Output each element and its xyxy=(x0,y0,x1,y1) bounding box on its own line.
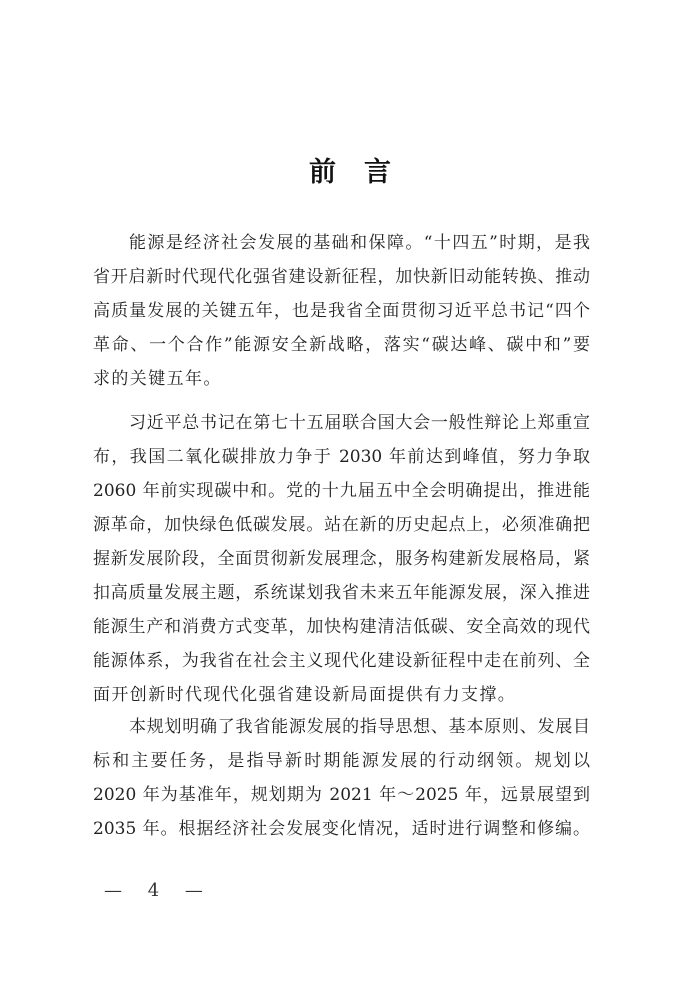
text-line: 能源是经济社会发展的基础和保障。“十四五”时期，是我 xyxy=(129,233,590,253)
text-line: 源革命，加快绿色低碳发展。站在新的历史起点上，必须准确把 xyxy=(93,515,590,535)
text-line: 能源生产和消费方式变革，加快构建清洁低碳、安全高效的现代 xyxy=(93,617,590,637)
text-line: 2060 年前实现碳中和。党的十九届五中全会明确提出，推进能 xyxy=(93,481,590,501)
text-line: 求的关键五年。 xyxy=(93,369,222,389)
paragraph-carbon-goals xyxy=(93,406,590,712)
text-line: 扣高质量发展主题，系统谋划我省未来五年能源发展，深入推进 xyxy=(93,583,590,603)
text-line: 2035 年。根据经济社会发展变化情况，适时进行调整和修编。 xyxy=(93,819,590,839)
text-line: 布，我国二氧化碳排放力争于 2030 年前达到峰值，努力争取 xyxy=(93,447,590,467)
text-line: 握新发展阶段，全面贯彻新发展理念，服务构建新发展格局，紧 xyxy=(93,549,590,569)
text-line: 习近平总书记在第七十五届联合国大会一般性辩论上郑重宣 xyxy=(129,413,590,433)
text-line: 革命、一个合作”能源安全新战略，落实“碳达峰、碳中和”要 xyxy=(93,335,590,355)
page-title: 前言 xyxy=(309,157,419,188)
text-line: 高质量发展的关键五年，也是我省全面贯彻习近平总书记“四个 xyxy=(93,301,590,321)
paragraph-plan-scope xyxy=(93,710,590,846)
text-line: 2020 年为基准年，规划期为 2021 年～2025 年，远景展望到 xyxy=(93,785,590,805)
page-number: — 4 — xyxy=(104,880,213,901)
text-line: 标和主要任务，是指导新时期能源发展的行动纲领。规划以 xyxy=(93,751,590,771)
paragraph-intro xyxy=(93,226,590,396)
text-line: 面开创新时代现代化强省建设新局面提供有力支撑。 xyxy=(93,685,517,705)
text-line: 省开启新时代现代化强省建设新征程，加快新旧动能转换、推动 xyxy=(93,267,590,287)
text-line: 能源体系，为我省在社会主义现代化建设新征程中走在前列、全 xyxy=(93,651,590,671)
text-line: 本规划明确了我省能源发展的指导思想、基本原则、发展目 xyxy=(129,717,590,737)
